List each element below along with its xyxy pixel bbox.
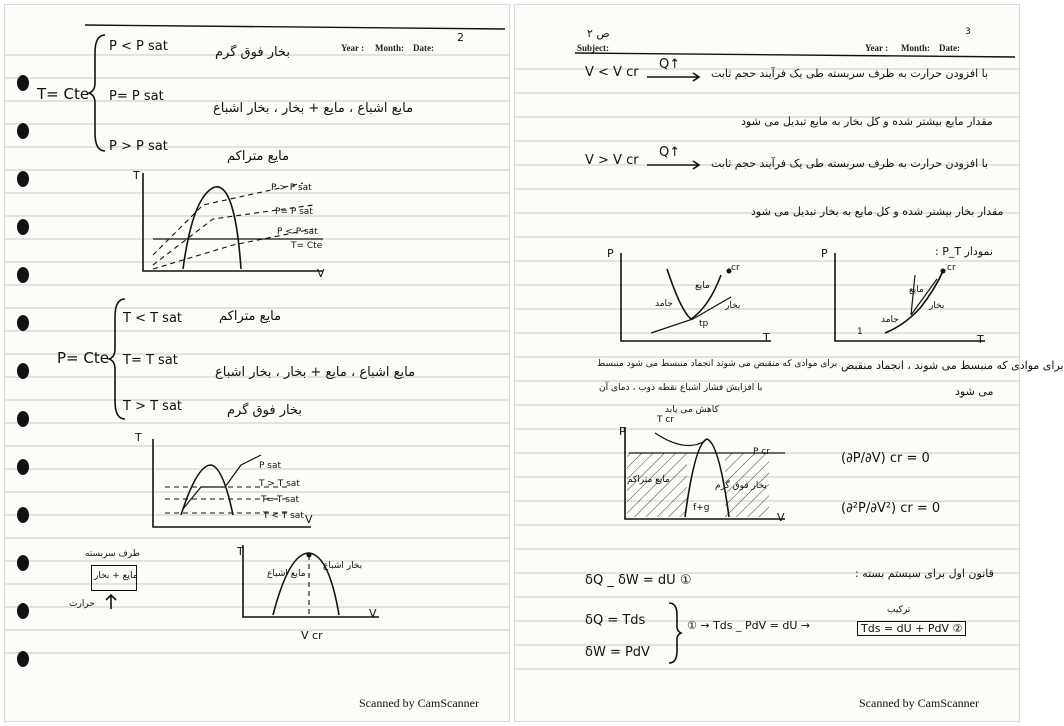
pv-mixture: f+g <box>693 503 710 513</box>
binding-hole <box>17 507 29 523</box>
binding-hole <box>17 363 29 379</box>
header-date: Date: <box>939 43 960 53</box>
brace-1 <box>89 33 109 153</box>
combined-chain: ① → Tds _ PdV = dU → <box>687 619 811 632</box>
case-compressed: مایع متراکم <box>227 149 290 164</box>
graph-t-v-isobars <box>123 165 363 280</box>
container-box <box>91 565 137 591</box>
page-number: 3 <box>965 27 971 37</box>
binding-hole <box>17 651 29 667</box>
graph3-sat-vapor: بخار اشباع <box>323 561 363 571</box>
left-notebook-page <box>4 4 510 722</box>
header-month: Month: <box>901 43 930 53</box>
case-saturated: مایع اشباع ، مایع + بخار ، بخار اشباع <box>213 101 414 116</box>
pt-diagram-1 <box>611 249 781 349</box>
relation-t-less: T < T sat <box>123 311 183 326</box>
pt2-liquid: مایع <box>909 285 924 295</box>
derivative-first: (∂P/∂V) cr = 0 <box>841 451 930 466</box>
heat-arrow-icon <box>101 591 121 611</box>
row2-text: مقدار مایع بیشتر شده و کل بخار به مایع تبدیل می شود <box>741 115 993 128</box>
graph2-label-t-equal: T= T sat <box>261 495 299 505</box>
relation-p-less: P < P sat <box>109 39 168 54</box>
graph3-sat-liquid: مایع اشباع <box>267 569 306 579</box>
graph1-label-p-less: P < P sat <box>277 227 318 237</box>
relation-t-equal: T= T sat <box>123 353 178 368</box>
right-notebook-page <box>514 4 1064 722</box>
work-equation: δW = PdV <box>585 645 650 660</box>
relation-v-less: V < V cr <box>585 65 639 80</box>
note-contract-2: با افزایش فشار اشباع نقطه ذوب ، دمای آن <box>599 383 763 393</box>
header-month: Month: <box>375 43 404 53</box>
graph1-label-p-greater: P > P sat <box>271 183 312 193</box>
pt2-solid: جامد <box>881 315 899 325</box>
pt2-axis-t: T <box>977 333 984 346</box>
header-year: Year : <box>341 43 365 53</box>
graph3-axis-t: T <box>237 545 244 558</box>
heat-label: حرارت <box>69 599 95 609</box>
graph2-label-t-less: T < T sat <box>263 511 304 521</box>
derivative-second: (∂²P/∂V²) cr = 0 <box>841 501 941 516</box>
binding-hole <box>17 75 29 91</box>
pv-tcr: T cr <box>657 415 675 425</box>
binding-hole <box>17 315 29 331</box>
page-mark: ص ٢ <box>587 27 610 40</box>
pt2-axis-p: P <box>821 247 828 260</box>
case2-saturated: مایع اشباع ، مایع + بخار ، بخار اشباع <box>215 365 416 380</box>
pt2-cr: cr <box>947 263 956 273</box>
condition-p-cte: P= Cte <box>57 349 109 367</box>
pt-diagram-2 <box>825 249 995 349</box>
graph2-axis-t: T <box>135 431 142 444</box>
binding-hole <box>17 123 29 139</box>
binding-hole <box>17 603 29 619</box>
scanner-watermark: Scanned by CamScanner <box>859 696 979 710</box>
graph1-axis-t: T <box>133 169 140 182</box>
pv-pcr: P cr <box>753 447 770 457</box>
graph2-label-t-greater: T > T sat <box>259 479 300 489</box>
box-inner-label: مایع + بخار <box>94 571 138 581</box>
heat-equation: δQ = Tds <box>585 613 646 628</box>
graph3-vcr: V cr <box>301 629 323 642</box>
row1-text: با افزودن حرارت به ظرف سربسته طی یک فرآیند حجم ثابت <box>711 67 989 80</box>
heat-increase-1: Q↑ <box>659 57 681 72</box>
pt1-liquid: مایع <box>695 281 710 291</box>
graph1-label-p-equal: P= P sat <box>275 207 313 217</box>
graph2-axis-v: V <box>305 513 313 526</box>
first-law-label: قانون اول برای سیستم بسته : <box>855 567 994 580</box>
pt1-axis-p: P <box>607 247 614 260</box>
binding-hole <box>17 555 29 571</box>
relation-v-greater: V > V cr <box>585 153 639 168</box>
relation-p-greater: P > P sat <box>109 139 168 154</box>
graph1-axis-v: V <box>317 267 325 280</box>
pt1-vapor: بخار <box>725 301 741 311</box>
pv-axis-p: P <box>619 425 626 438</box>
box-caption: طرف سربسته <box>85 549 140 559</box>
graph2-label-psat: P sat <box>259 461 282 471</box>
case-superheated: بخار فوق گرم <box>215 45 290 60</box>
pt2-vapor: بخار <box>929 301 945 311</box>
binding-hole <box>17 267 29 283</box>
binding-hole <box>17 459 29 475</box>
case2-compressed: مایع متراکم <box>219 309 282 324</box>
graph-t-v-dome <box>233 541 383 637</box>
row4-text: مقدار بخار بیشتر شده و کل مایع به بخار تبدیل می شود <box>751 205 1004 218</box>
pv-superheated: بخار فوق گرم <box>715 481 767 491</box>
pt1-solid: جامد <box>655 299 673 309</box>
condition-t-cte: T= Cte <box>37 85 90 103</box>
combine-label: ترکیب <box>887 605 911 615</box>
gibbs-equation: Tds = dU + PdV ② <box>857 621 966 636</box>
brace-3 <box>667 601 683 665</box>
first-law-equation: δQ _ δW = dU ① <box>585 573 692 588</box>
header-year: Year : <box>865 43 889 53</box>
case2-superheated: بخار فوق گرم <box>227 403 302 418</box>
note-contract: برای موادی که منقبض می شوند انجماد منبسط می شود منبسط <box>597 359 838 369</box>
binding-hole <box>17 219 29 235</box>
arrow-right-icon <box>645 71 705 83</box>
heat-increase-2: Q↑ <box>659 145 681 160</box>
pt2-triple: 1 <box>857 327 863 337</box>
arrow-right-icon <box>645 159 705 171</box>
note-contract-3: کاهش می یابد <box>665 405 719 415</box>
graph1-label-t-cte: T= Cte <box>291 241 323 251</box>
pt1-cr: cr <box>731 263 740 273</box>
graph3-axis-v: V <box>369 607 377 620</box>
pv-axis-v: V <box>777 511 785 524</box>
pv-compressed: مایع متراکم <box>627 475 670 485</box>
scanner-watermark: Scanned by CamScanner <box>359 696 479 710</box>
pt1-axis-t: T <box>763 331 770 344</box>
binding-hole <box>17 411 29 427</box>
header-date: Date: <box>413 43 434 53</box>
page-number: 2 <box>457 31 464 44</box>
relation-t-greater: T > T sat <box>123 399 183 414</box>
note-expand: برای موادی که منبسط می شوند ، انجماد منقبض <box>841 359 1064 372</box>
pt-diagram-title: نمودار P_T : <box>935 245 993 258</box>
pt1-tp: tp <box>699 319 709 329</box>
row3-text: با افزودن حرارت به ظرف سربسته طی یک فرآیند حجم ثابت <box>711 157 989 170</box>
header-subject: Subject: <box>577 43 609 53</box>
binding-hole <box>17 171 29 187</box>
relation-p-equal: P= P sat <box>109 89 164 104</box>
note-expand-2: می شود <box>955 385 994 398</box>
